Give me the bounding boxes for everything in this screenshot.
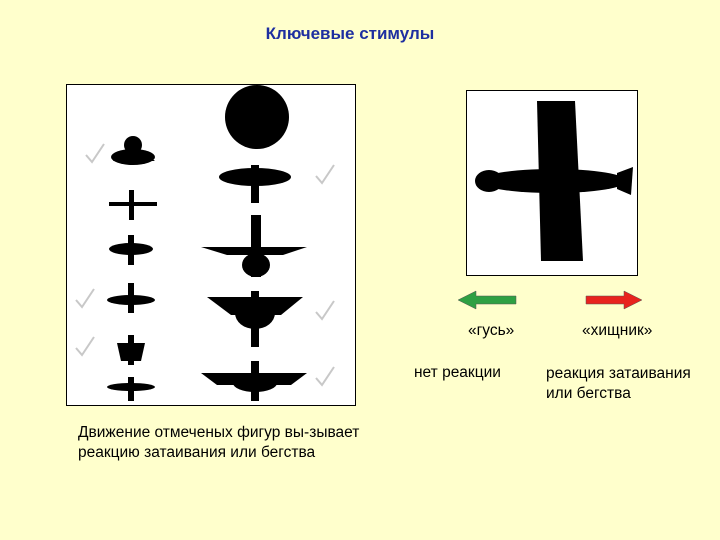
silhouette-right-4 xyxy=(207,291,303,347)
left-arrow-label: «гусь» xyxy=(468,322,515,339)
caption-text: Движение отмеченых фигур вы-зывает реакцию затаивания или бегства xyxy=(78,424,360,461)
slide-title: Ключевые стимулы xyxy=(265,24,435,43)
right-reaction-text: реакция затаивания или бегства xyxy=(546,365,691,402)
right-arrow-label: «хищник» xyxy=(582,322,653,339)
silhouette-right-5 xyxy=(201,361,307,401)
silhouette-left-1 xyxy=(111,136,155,165)
silhouette-right-3 xyxy=(201,215,307,277)
right-arrow-icon xyxy=(586,291,642,309)
silhouette-left-6 xyxy=(107,377,155,401)
left-reaction-text: нет реакции xyxy=(414,364,501,381)
silhouette-left-3 xyxy=(109,235,153,265)
silhouettes-panel xyxy=(66,84,356,406)
goose-hawk-silhouette xyxy=(467,91,637,275)
left-arrow-icon xyxy=(458,291,516,309)
silhouette-left-5 xyxy=(117,335,145,365)
silhouette-left-4 xyxy=(107,283,155,313)
bird-silhouettes xyxy=(67,85,355,405)
silhouette-right-2 xyxy=(219,165,291,203)
combined-silhouette-panel xyxy=(466,90,638,276)
silhouette-disc xyxy=(225,85,289,149)
silhouette-left-2 xyxy=(109,190,157,220)
